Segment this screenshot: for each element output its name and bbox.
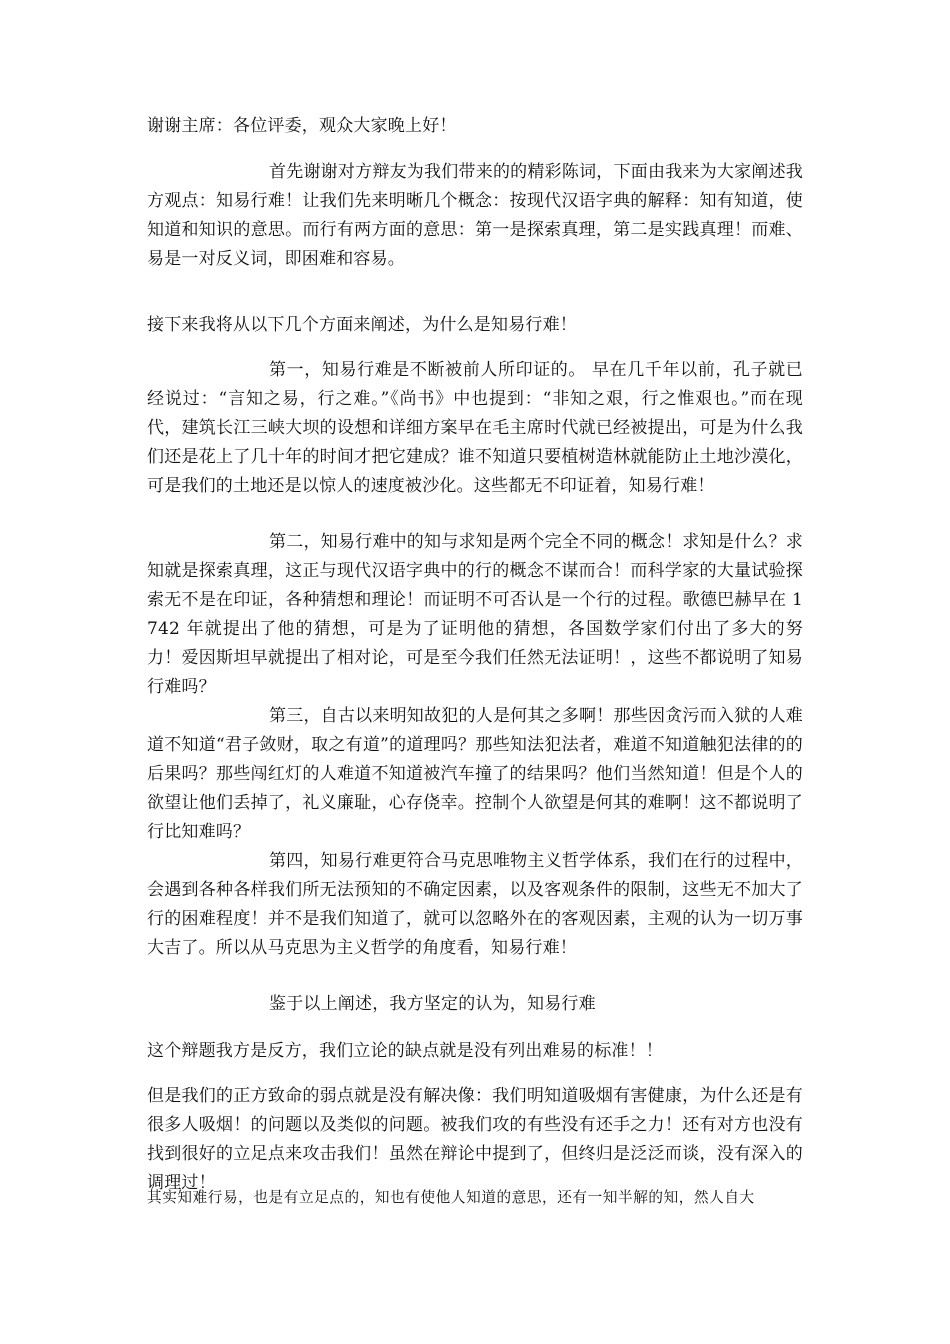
greeting-paragraph: 谢谢主席：各位评委，观众大家晚上好！	[147, 116, 457, 136]
reflection-paragraph: 这个辩题我方是反方，我们立论的缺点就是没有列出难易的标准！！	[147, 1041, 663, 1061]
point-one-paragraph: 第一，知易行难是不断被前人所印证的。 早在几千年以前，孔子就已经说过：“言知之易，行之难。”《尚书》中也提到：“非知之艰，行之惟艰也。”而在现代，建筑长江三峡大坝的设想和详细方案早在毛主席时代就已经被提出，可是为什么我们还是花上了几十年的时间才把它建成？谁不知道只要植树造林就能防止土地沙漠化，可是我们的土地还是以惊人的速度被沙化。这些都无不印证着，知易行难！	[147, 360, 803, 496]
point-three-paragraph: 第三，自古以来明知故犯的人是何其之多啊！那些因贪污而入狱的人难道不知道“君子敛财，取之有道”的道理吗？那些知法犯法者，难道不知道触犯法律的的后果吗？那些闯红灯的人难道不知道被汽车撞了的结果吗？他们当然知道！但是个人的欲望让他们丢掉了，礼义廉耻，心存侥幸。控制个人欲望是何其的难啊！这不都说明了行比知难吗？	[147, 706, 803, 842]
final-note-paragraph: 其实知难行易，也是有立足点的，知也有使他人知道的意思，还有一知半解的知，然人自大	[147, 1189, 755, 1206]
transition-paragraph: 接下来我将从以下几个方面来阐述，为什么是知易行难！	[147, 315, 577, 335]
opening-paragraph: 首先谢谢对方辩友为我们带来的的精彩陈词，下面由我来为大家阐述我方观点：知易行难！让我们先来明晰几个概念：按现代汉语字典的解释：知有知道，使知道和知识的意思。而行有两方面的意思：第一是探索真理，第二是实践真理！而难、易是一对反义词，即困难和容易。	[147, 162, 803, 269]
point-two-paragraph: 第二，知易行难中的知与求知是两个完全不同的概念！求知是什么？求知就是探索真理，这正与现代汉语字典中的行的概念不谋而合！而科学家的大量试验探索无不是在印证，各种猜想和理论！而证明不可否认是一个行的过程。歌德巴赫早在 1742 年就提出了他的猜想，可是为了证明他的猜想，各国数学家们付出了多大的努力！爱因斯坦早就提出了相对论，可是至今我们任然无法证明！，这些不都说明了知易行难吗？	[147, 532, 803, 697]
opponent-analysis-paragraph: 但是我们的正方致命的弱点就是没有解决像：我们明知道吸烟有害健康，为什么还是有很多人吸烟！的问题以及类似的问题。被我们攻的有些没有还手之力！还有对方也没有找到很好的立足点来攻击我们！虽然在辩论中提到了，但终归是泛泛而谈，没有深入的调理过！	[147, 1086, 803, 1193]
point-four-paragraph: 第四，知易行难更符合马克思唯物主义哲学体系，我们在行的过程中，会遇到各种各样我们所无法预知的不确定因素，以及客观条件的限制，这些无不加大了行的困难程度！并不是我们知道了，就可以忽略外在的客观因素，主观的认为一切万事大吉了。所以从马克思为主义哲学的角度看，知易行难！	[147, 851, 803, 958]
conclusion-paragraph: 鉴于以上阐述，我方坚定的认为，知易行难	[269, 994, 596, 1014]
